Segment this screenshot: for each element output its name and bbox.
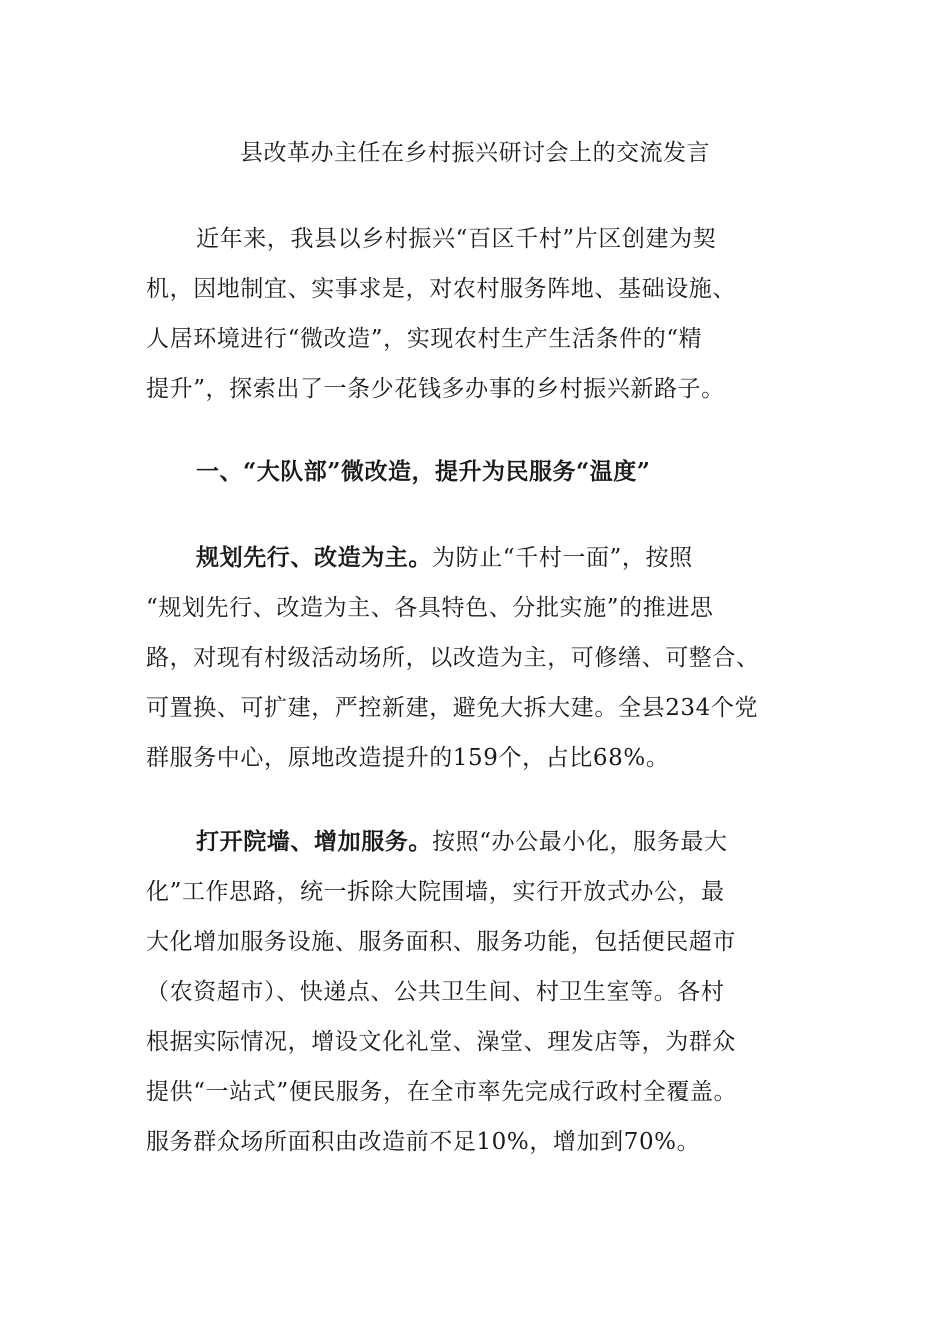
paragraph-first-line bbox=[146, 817, 810, 867]
paragraph-line: “规划先行、改造为主、各具特色、分批实施”的推进思 bbox=[146, 595, 714, 621]
paragraph-line: 提升”，探索出了一条少花钱多办事的乡村振兴新路子。 bbox=[146, 376, 725, 402]
paragraph-line: 根据实际情况，增设文化礼堂、澡堂、理发店等，为群众 bbox=[146, 1029, 736, 1055]
paragraph-line: 人居环境进行“微改造”，实现农村生产生活条件的“精 bbox=[146, 326, 703, 352]
paragraph-text: 按照“办公最小化，服务最大 bbox=[432, 829, 728, 855]
paragraph-lead: 打开院墙、增加服务。 bbox=[196, 828, 432, 855]
intro-paragraph bbox=[146, 214, 810, 414]
paragraph-lead: 规划先行、改造为主。 bbox=[196, 544, 432, 571]
paragraph-line: 大化增加服务设施、服务面积、服务功能，包括便民超市 bbox=[146, 929, 736, 955]
paragraph-line: 可置换、可扩建，严控新建，避免大拆大建。全县234个党 bbox=[146, 695, 759, 721]
section-heading: 一、“大队部”微改造，提升为民服务“温度” bbox=[196, 458, 651, 485]
paragraph-first-line bbox=[146, 533, 810, 583]
paragraph-line: 路，对现有村级活动场所，以改造为主，可修缮、可整合、 bbox=[146, 645, 760, 671]
planning-paragraph bbox=[146, 533, 810, 783]
paragraph-line: 化”工作思路，统一拆除大院围墙，实行开放式办公，最 bbox=[146, 879, 725, 905]
paragraph-line: 群服务中心，原地改造提升的159个，占比68%。 bbox=[146, 745, 670, 771]
document-title: 县改革办主任在乡村振兴研讨会上的交流发言 bbox=[240, 140, 710, 166]
paragraph-line: 服务群众场所面积由改造前不足10%，增加到70%。 bbox=[146, 1129, 701, 1155]
paragraph-text: 为防止“千村一面”，按照 bbox=[432, 545, 693, 571]
paragraph-line: 机，因地制宜、实事求是，对农村服务阵地、基础设施、 bbox=[146, 276, 736, 302]
paragraph-line: 近年来，我县以乡村振兴“百区千村”片区创建为契 bbox=[196, 226, 717, 252]
services-paragraph bbox=[146, 817, 810, 1167]
paragraph-line: （农资超市）、快递点、公共卫生间、村卫生室等。各村 bbox=[146, 979, 725, 1005]
paragraph-line: 提供“一站式”便民服务，在全市率先完成行政村全覆盖。 bbox=[146, 1079, 738, 1105]
